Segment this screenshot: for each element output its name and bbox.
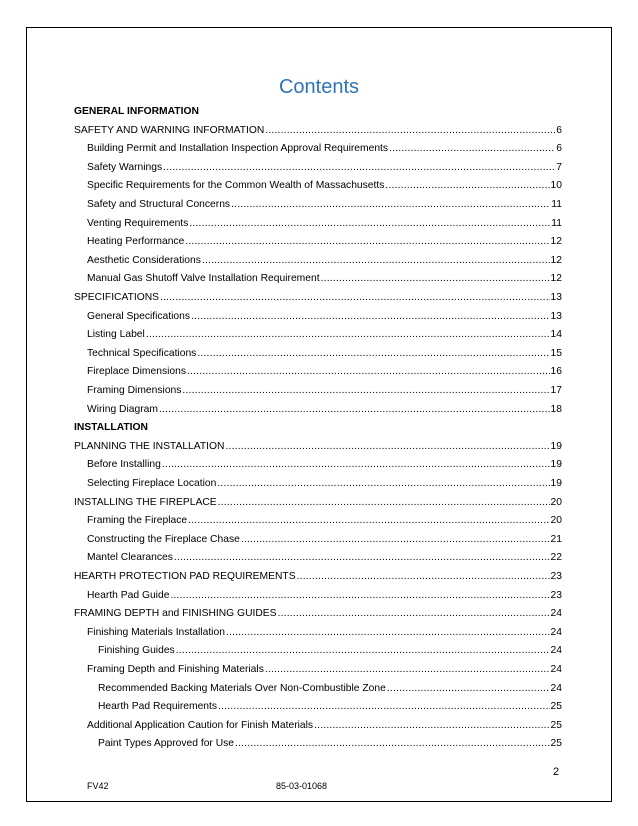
toc-entry-label: GENERAL INFORMATION [74,106,199,117]
toc-entry[interactable] [74,682,562,696]
toc-leader-dots [387,682,550,696]
toc-entry-label: FRAMING DEPTH and FINISHING GUIDES [74,608,277,620]
toc-leader-dots [278,607,550,621]
toc-entry-label: Heating Performance [87,236,185,248]
toc-entry-page: 6 [556,124,562,136]
toc-entry-label: Safety and Structural Concerns [87,199,231,210]
toc-entry-page: 11 [551,217,562,229]
page-number: 2 [553,766,560,778]
toc-entry[interactable] [74,589,562,603]
toc-entry-page: 22 [550,552,562,564]
toc-entry[interactable] [74,477,562,491]
toc-entry-label: Wiring Diagram [87,403,158,415]
toc-entry[interactable] [74,533,562,547]
toc-leader-dots [170,589,549,603]
toc-entry[interactable] [74,719,562,733]
toc-entry-page: 6 [556,143,562,155]
toc-entry-label: Finishing Guides [98,645,175,657]
toc-entry[interactable] [74,310,562,324]
toc-entry[interactable] [74,142,562,156]
toc-entry[interactable] [74,365,562,379]
toc-entry-page: 11 [551,199,562,210]
page-title: Contents [278,76,360,98]
toc-entry-page: 19 [550,440,562,452]
toc-entry[interactable] [74,700,562,714]
toc-entry-page: 12 [550,273,562,285]
toc-entry-label: INSTALLING THE FIREPLACE [74,496,217,508]
toc-leader-dots [389,142,555,156]
toc-entry[interactable] [74,161,562,175]
toc-leader-dots [174,551,550,565]
toc-entry-page: 19 [550,478,562,489]
toc-entry-label: Manual Gas Shutoff Valve Installation Requirement [87,273,320,285]
toc-leader-dots [321,272,550,286]
toc-entry-page: 25 [550,701,562,713]
toc-entry-page: 24 [550,664,562,675]
toc-entry-page: 20 [550,496,562,508]
toc-leader-dots [191,310,550,324]
toc-leader-dots [197,347,549,361]
toc-leader-dots [231,198,550,212]
toc-entry-label: PLANNING THE INSTALLATION [74,440,225,452]
toc-entry-page: 17 [550,385,562,396]
toc-entry[interactable] [74,458,562,472]
toc-entry-page: 12 [550,254,562,266]
toc-entry[interactable] [74,496,562,510]
toc-entry-page: 10 [550,180,562,192]
toc-entry-label: Building Permit and Installation Inspection Approval Requirements [87,143,389,155]
toc-entry-label: Venting Requirements [87,217,189,229]
toc-entry-label: Before Installing [87,459,161,471]
toc-entry-label: Hearth Pad Guide [87,589,170,601]
toc-entry[interactable] [74,570,562,584]
toc-leader-dots [182,384,549,398]
toc-leader-dots [146,328,550,342]
toc-entry[interactable] [74,644,562,658]
toc-entry-label: Technical Specifications [87,347,197,359]
toc-entry-page: 23 [550,571,562,582]
toc-leader-dots [314,719,549,733]
toc-entry-page: 13 [550,292,562,303]
toc-entry[interactable] [74,607,562,621]
toc-leader-dots [265,663,550,677]
toc-leader-dots [202,254,550,268]
toc-leader-dots [265,124,555,138]
toc-entry-label: Framing Dimensions [87,385,182,396]
toc-entry-label: SAFETY AND WARNING INFORMATION [74,124,265,136]
toc-entry[interactable] [74,626,562,640]
toc-leader-dots [189,217,550,231]
toc-entry-page: 21 [550,533,562,545]
toc-entry-label: Fireplace Dimensions [87,366,187,378]
toc-leader-dots [162,458,550,472]
toc-entry[interactable] [74,272,562,286]
toc-leader-dots [176,644,550,658]
toc-entry-label: Hearth Pad Requirements [98,701,218,713]
toc-entry[interactable] [74,737,562,751]
toc-entry-page: 19 [550,459,562,471]
toc-leader-dots [241,533,550,547]
toc-entry-page: 14 [550,329,562,341]
toc-entry-page: 25 [550,738,562,750]
toc-entry-label: Mantel Clearances [87,552,173,564]
toc-entry-page: 16 [550,366,562,378]
toc-leader-dots [163,161,555,175]
toc-entry[interactable] [74,291,562,305]
toc-entry-label: Selecting Fireplace Location [87,478,217,489]
toc-entry-page: 25 [550,719,562,731]
toc-entry-label: SPECIFICATIONS [74,292,160,303]
toc-entry-page: 24 [550,645,562,657]
toc-entry[interactable] [74,384,562,398]
toc-leader-dots [188,514,549,528]
toc-section-heading [74,421,562,435]
toc-entry[interactable] [74,663,562,677]
toc-entry[interactable] [74,254,562,268]
toc-leader-dots [187,365,550,379]
toc-leader-dots [225,440,549,454]
toc-entry-label: Safety Warnings [87,161,163,173]
toc-entry[interactable] [74,124,562,138]
toc-entry-label: Framing Depth and Finishing Materials [87,664,264,675]
toc-entry[interactable] [74,551,562,565]
toc-entry-page: 24 [550,608,562,620]
toc-entry-page: 7 [556,161,562,173]
toc-entry-label: General Specifications [87,310,191,322]
toc-entry[interactable] [74,198,562,212]
toc-entry-page: 23 [550,589,562,601]
toc-entry[interactable] [74,514,562,528]
toc-entry-page: 20 [550,515,562,527]
toc-entry-label: Recommended Backing Materials Over Non-Combustible Zone [98,682,386,694]
toc-entry-label: Additional Application Caution for Finish Materials [87,719,314,731]
toc-entry[interactable] [74,328,562,342]
toc-leader-dots [160,291,549,305]
toc-leader-dots [218,700,549,714]
toc-entry-page: 12 [550,236,562,248]
toc-leader-dots [235,737,549,751]
toc-section-heading [74,105,562,119]
toc-leader-dots [159,403,550,417]
toc-entry-label: Constructing the Fireplace Chase [87,533,240,545]
toc-entry-label: Framing the Fireplace [87,515,188,527]
toc-entry-label: Specific Requirements for the Common Wealth of Massachusetts [87,180,385,192]
toc-entry-page: 13 [550,310,562,322]
toc-entry-page: 18 [550,403,562,415]
toc-entry-label: Listing Label [87,329,145,341]
toc-entry[interactable] [74,347,562,361]
footer-model: FV42 [87,781,109,791]
toc-entry-page: 24 [550,626,562,638]
footer-doc-number: 85-03-01068 [276,781,328,791]
toc-leader-dots [385,179,549,193]
toc-entry[interactable] [74,440,562,454]
toc-leader-dots [217,477,549,491]
toc-entry[interactable] [74,403,562,417]
toc-entry-label: Finishing Materials Installation [87,626,225,638]
toc-leader-dots [226,626,550,640]
toc-entry-label: Aesthetic Considerations [87,254,201,266]
toc-leader-dots [185,235,549,249]
toc-entry-label: HEARTH PROTECTION PAD REQUIREMENTS [74,571,296,582]
toc-leader-dots [297,570,550,584]
toc-entry[interactable] [74,217,562,231]
toc-entry-page: 24 [550,682,562,694]
toc-entry[interactable] [74,235,562,249]
toc-leader-dots [218,496,550,510]
toc-entry-label: INSTALLATION [74,422,148,434]
toc-entry-label: Paint Types Approved for Use [98,738,235,750]
toc-entry[interactable] [74,179,562,193]
toc-entry-page: 15 [550,347,562,359]
